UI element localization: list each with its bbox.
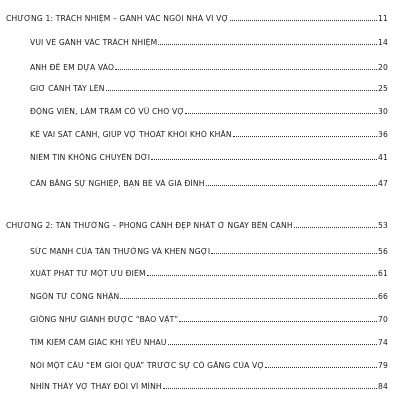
entry-title: SỨC MẠNH CỦA TÁN THƯỞNG VÀ KHEN NGỢI <box>30 247 211 256</box>
toc-entry <box>6 63 388 73</box>
entry-title: CÂN BẰNG SỰ NGHIỆP, BẠN BÈ VÀ GIA ĐÌNH <box>30 179 205 188</box>
page-number: 11 <box>378 14 388 23</box>
toc-entry <box>6 247 388 257</box>
entry-title: TÌM KIẾM CẢM GIÁC KHI YÊU NHAU <box>30 338 167 347</box>
chapter-title: CHƯƠNG 2: TÁN THƯỞNG – PHONG CẢNH ĐẸP NHẤT Ở NGAY BÊN CẠNH <box>6 221 293 230</box>
entry-title: VUI VẺ GÁNH VÁC TRÁCH NHIỆM <box>30 38 158 47</box>
entry-title: NÓI MỘT CÂU “EM GIỎI QUÁ” TRƯỚC SỰ CỐ GẮNG CỦA VỢ <box>30 361 265 370</box>
page-number: 20 <box>378 63 388 72</box>
dot-leader <box>106 90 377 91</box>
page-number: 74 <box>378 338 388 347</box>
toc-entry <box>6 382 388 392</box>
entry-title: GIỐNG NHƯ GIÀNH ĐƯỢC “BẢO VẬT” <box>30 315 179 324</box>
page-number: 53 <box>378 221 388 230</box>
page-number: 70 <box>378 315 388 324</box>
page-number: 79 <box>378 361 388 370</box>
toc-entry <box>6 361 388 371</box>
page-number: 56 <box>378 247 388 256</box>
page-number: 84 <box>378 382 388 391</box>
dot-leader <box>120 298 377 299</box>
dot-leader <box>115 69 377 70</box>
toc-entry <box>6 179 388 189</box>
entry-title: NIỀM TIN KHÔNG CHUYỂN DỜI <box>30 153 151 162</box>
dot-leader <box>206 185 377 186</box>
entry-title: GIƠ CÁNH TAY LÊN <box>30 84 105 93</box>
entry-title: NHÌN THẤY VỢ THAY ĐỔI VÌ MÌNH <box>30 382 162 391</box>
toc-entry <box>6 338 388 348</box>
page-number: 30 <box>378 107 388 116</box>
entry-title: ANH ĐỂ EM DỰA VÀO <box>30 63 115 72</box>
toc-entry <box>6 84 388 94</box>
chapter-1-heading <box>6 14 388 24</box>
page-number: 36 <box>378 130 388 139</box>
page-number: 14 <box>378 38 388 47</box>
page-number: 25 <box>378 84 388 93</box>
entry-title: ĐỘNG VIÊN, LÀM TRẠM CỔ VŨ CHO VỢ <box>30 107 185 116</box>
entry-title: XUẤT PHÁT TỪ MỘT ƯU ĐIỂM <box>30 269 146 278</box>
dot-leader <box>211 253 377 254</box>
dot-leader <box>233 136 377 137</box>
dot-leader <box>230 20 377 21</box>
toc-entry <box>6 315 388 325</box>
dot-leader <box>179 321 377 322</box>
page-number: 66 <box>378 292 388 301</box>
dot-leader <box>168 344 377 345</box>
entry-title: KỀ VAI SÁT CÁNH, GIÚP VỢ THOÁT KHỎI KHÓ KHĂN <box>30 130 232 139</box>
toc-entry <box>6 292 388 302</box>
dot-leader <box>185 113 377 114</box>
toc-entry <box>6 269 388 279</box>
page-number: 41 <box>378 153 388 162</box>
dot-leader <box>151 159 377 160</box>
toc-entry <box>6 107 388 117</box>
toc-entry <box>6 130 388 140</box>
toc-entry <box>6 153 388 163</box>
page-number: 61 <box>378 269 388 278</box>
dot-leader <box>163 388 377 389</box>
dot-leader <box>294 227 377 228</box>
dot-leader <box>158 44 377 45</box>
dot-leader <box>147 275 377 276</box>
entry-title: NGÔN TỪ CÔNG NHẬN <box>30 292 120 301</box>
dot-leader <box>265 367 377 368</box>
chapter-title: CHƯƠNG 1: TRÁCH NHIỆM – GÁNH VÁC NGÔI NHÀ VÌ VỢ <box>6 14 229 23</box>
page-number: 47 <box>378 179 388 188</box>
toc-entry <box>6 38 388 48</box>
chapter-2-heading <box>6 221 388 231</box>
